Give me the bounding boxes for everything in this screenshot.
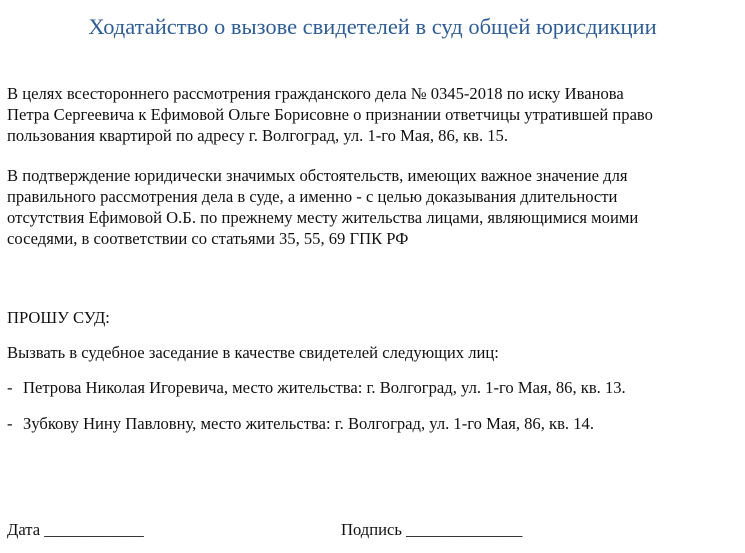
grounds-paragraph-line: правильного рассмотрения дела в суде, а именно - с целью доказывания длительности — [7, 187, 618, 206]
date-field: Дата ____________ — [7, 520, 144, 539]
witness-item — [7, 377, 626, 398]
grounds-paragraph-line: отсутствия Ефимовой О.Б. по прежнему месту жительства лицами, являющимися моими — [7, 208, 639, 227]
case-paragraph-line: Петра Сергеевича к Ефимовой Ольге Борисовне о признании ответчицы утратившей право — [7, 105, 653, 124]
grounds-paragraph — [7, 165, 638, 249]
request-heading: ПРОШУ СУД: — [7, 308, 110, 327]
document-title: Ходатайство о вызове свидетелей в суд общей юрисдикции — [88, 14, 657, 39]
case-paragraph-line: В целях всестороннего рассмотрения гражданского дела № 0345-2018 по иску Иванова — [7, 84, 624, 103]
list-bullet: - — [7, 414, 13, 433]
list-bullet: - — [7, 378, 13, 397]
witness-text: Зубкову Нину Павловну, место жительства: г. Волгоград, ул. 1-го Мая, 86, кв. 14. — [23, 414, 594, 433]
witness-item — [7, 413, 594, 434]
witness-text: Петрова Николая Игоревича, место жительства: г. Волгоград, ул. 1-го Мая, 86, кв. 13. — [23, 378, 626, 397]
signature-field: Подпись ______________ — [341, 520, 523, 539]
grounds-paragraph-line: В подтверждение юридически значимых обстоятельств, имеющих важное значение для — [7, 166, 628, 185]
case-paragraph-line: пользования квартирой по адресу г. Волгоград, ул. 1-го Мая, 86, кв. 15. — [7, 126, 508, 145]
grounds-paragraph-line: соседями, в соответствии со статьями 35, 55, 69 ГПК РФ — [7, 229, 409, 248]
request-text: Вызвать в судебное заседание в качестве свидетелей следующих лиц: — [7, 343, 499, 362]
case-paragraph — [7, 83, 653, 146]
